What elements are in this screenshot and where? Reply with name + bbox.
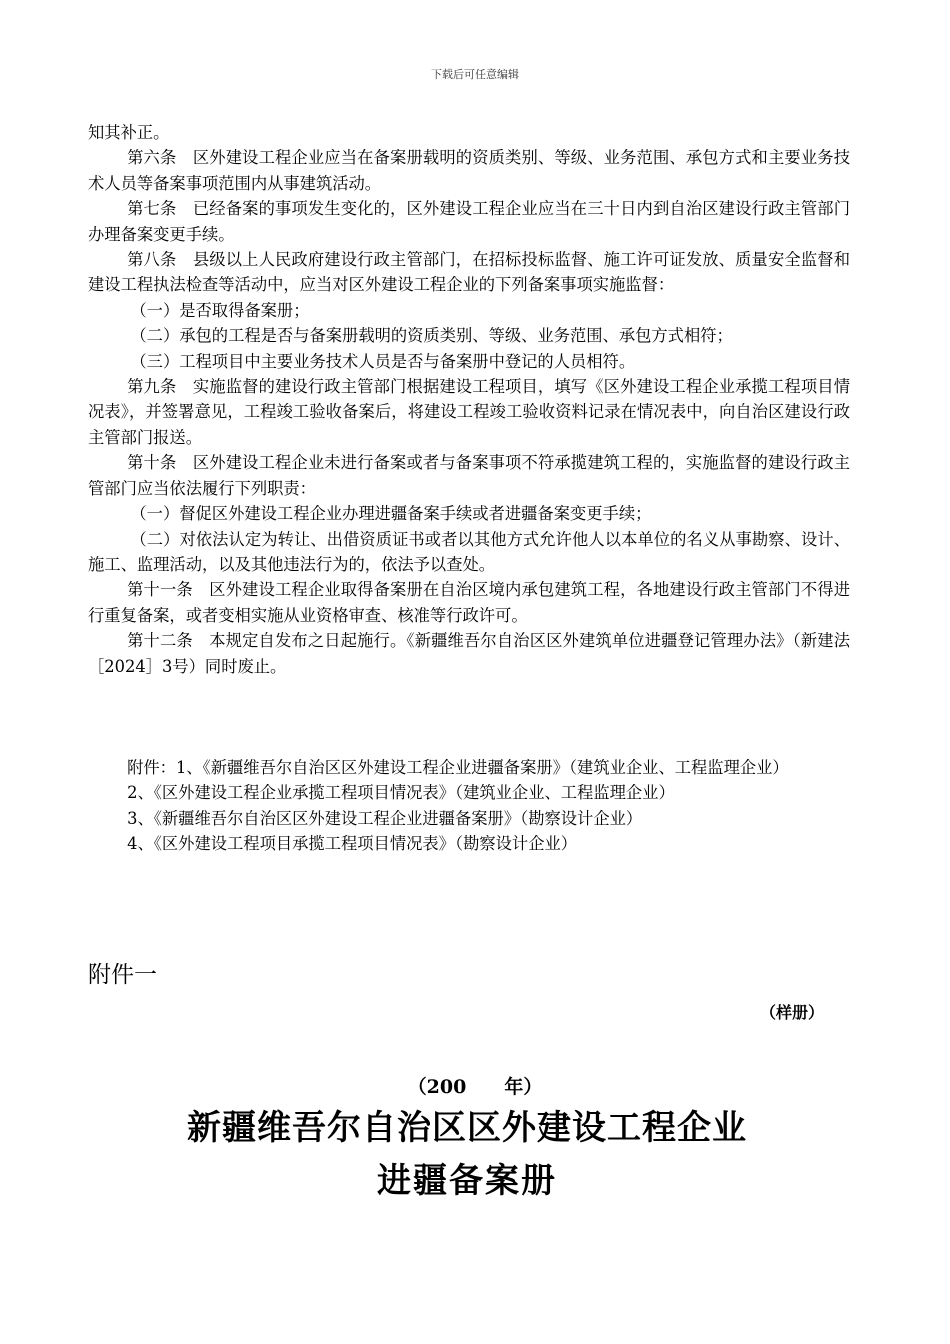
page-header-note: 下载后可任意编辑 [431,68,519,81]
article-8: 第八条 县级以上人民政府建设行政主管部门，在招标投标监督、施工许可证发放、质量安全监督和建设工程执法检查等活动中，应当对区外建设工程企业的下列备案事项实施监督： [88,250,850,295]
register-title: 新疆维吾尔自治区区外建设工程企业 [187,1108,747,1148]
attachment-item-1: 附件：1、《新疆维吾尔自治区区外建设工程企业进疆备案册》（建筑业企业、工程监理企业） [127,757,789,777]
attachment-item-3: 3、《新疆维吾尔自治区区外建设工程企业进疆备案册》（勘察设计企业） [127,808,643,828]
article-12: 第十二条 本规定自发布之日起施行。《新疆维吾尔自治区区外建筑单位进疆登记管理办法》（新建法［2024］3号）同时废止。 [88,631,850,676]
spacer [88,679,850,755]
article-10: 第十条 区外建设工程企业未进行备案或者与备案事项不符承揽建筑工程的，实施监督的建设行政主管部门应当依法履行下列职责： [88,453,850,498]
register-subtitle: 进疆备案册 [377,1161,557,1201]
article-8-item-1: （一）是否取得备案册； [130,300,310,320]
article-8-item-3: （三）工程项目中主要业务技术人员是否与备案册中登记的人员相符。 [130,351,636,371]
article-10-item-2: （二）对依法认定为转让、出借资质证书或者以其他方式允许他人以本单位的名义从事勘察、设计、施工、监理活动，以及其他违法行为的，依法予以查处。 [88,529,850,574]
article-8-item-2: （二）承包的工程是否与备案册载明的资质类别、等级、业务范围、承包方式相符； [130,326,733,346]
document-body [88,120,850,857]
article-11: 第十一条 区外建设工程企业取得备案册在自治区境内承包建筑工程，各地建设行政主管部门不得进行重复备案，或者变相实施从业资格审查、核准等行政许可。 [88,580,850,625]
year-line: （200 年） [407,1076,543,1098]
article-9: 第九条 实施监督的建设行政主管部门根据建设工程项目，填写《区外建设工程企业承揽工程项目情况表》，并签署意见，工程竣工验收备案后，将建设工程竣工验收资料记录在情况表中，向自治区建设行政主管部门报送。 [88,377,850,447]
sample-label: （样册） [760,1003,825,1022]
article-7: 第七条 已经备案的事项发生变化的，区外建设工程企业应当在三十日内到自治区建设行政主管部门办理备案变更手续。 [88,199,850,244]
attachment-item-4: 4、《区外建设工程项目承揽工程项目情况表》（勘察设计企业） [127,834,578,854]
annex-label: 附件一 [88,962,157,988]
article-10-item-1: （一）督促区外建设工程企业办理进疆备案手续或者进疆备案变更手续； [130,504,652,524]
article-6: 第六条 区外建设工程企业应当在备案册载明的资质类别、等级、业务范围、承包方式和主要业务技术人员等备案事项范围内从事建筑活动。 [88,148,850,193]
attachment-item-2: 2、《区外建设工程企业承揽工程项目情况表》（建筑业企业、工程监理企业） [127,783,675,803]
paragraph-continuation: 知其补正。 [88,123,170,142]
